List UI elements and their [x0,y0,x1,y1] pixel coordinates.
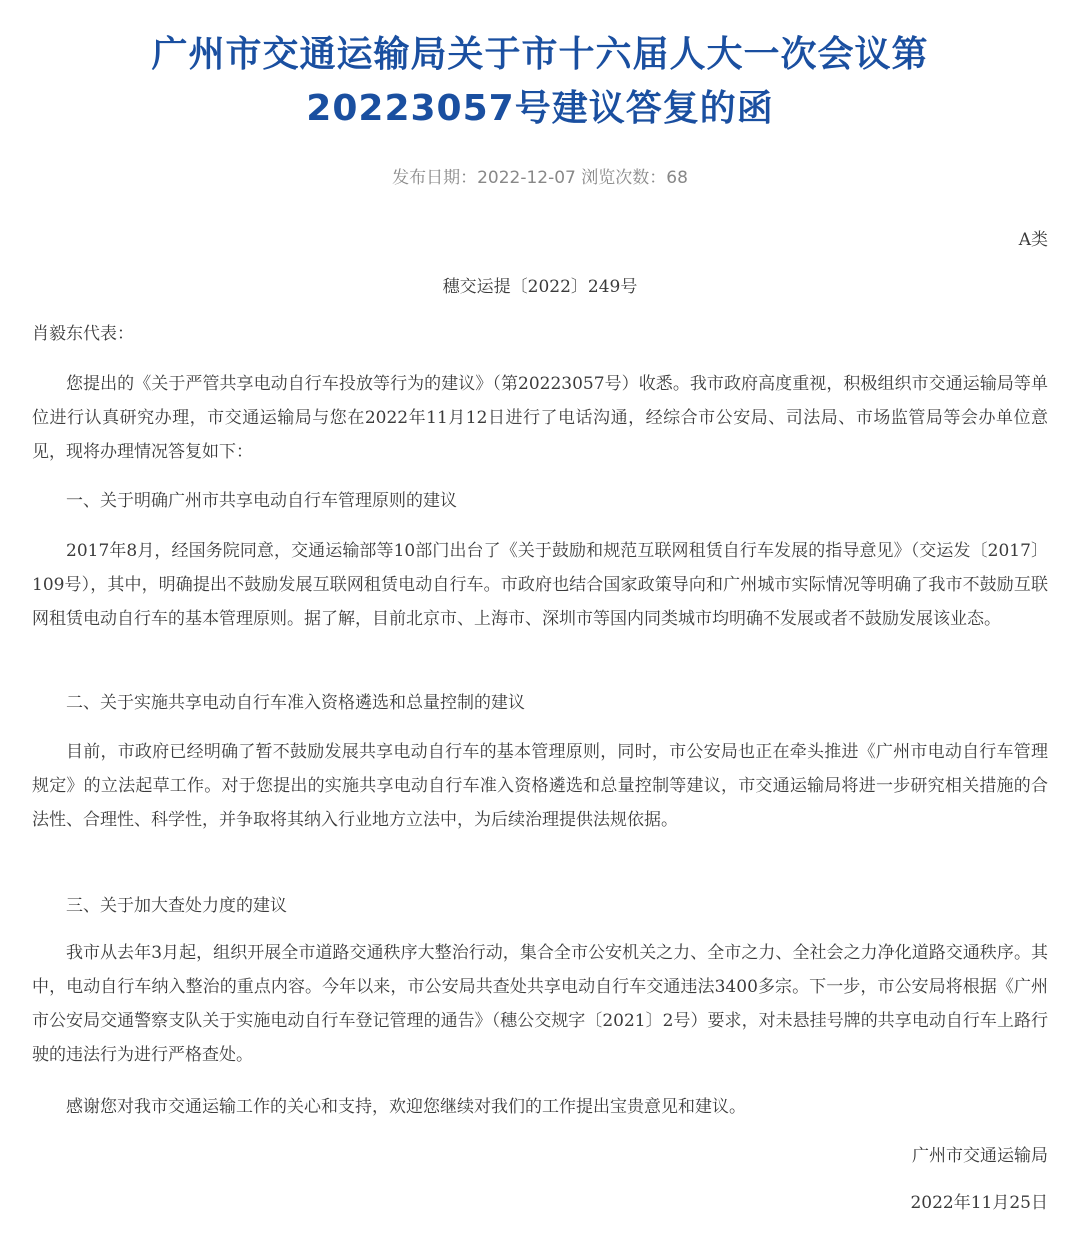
section-3-paragraph: 我市从去年3月起，组织开展全市道路交通秩序大整治行动，集合全市公安机关之力、全市之力、全社会之力净化道路交通秩序。其中，电动自行车纳入整治的重点内容。今年以来，市公安局共查处共享电动自行车交通违法3400多宗。下一步，市公安局将根据《广州市公安局交通警察支队关于实施电动自行车登记管理的通告》（穗公交规字〔2021〕2号）要求，对未悬挂号牌的共享电动自行车上路行驶的违法行为进行严格查处。 [32,943,1048,1065]
section-1-paragraph: 2017年8月，经国务院同意，交通运输部等10部门出台了《关于鼓励和规范互联网租赁自行车发展的指导意见》（交运发〔2017〕109号），其中，明确提出不鼓励发展互联网租赁电动自行车。市政府也结合国家政策导向和广州城市实际情况等明确了我市不鼓励互联网租赁电动自行车的基本管理原则。据了解，目前北京市、上海市、深圳市等国内同类城市均明确不发展或者不鼓励发展该业态。 [32,541,1048,629]
signature: 广州市交通运输局 [912,1146,1048,1166]
page-title-line-2: 20223057号建议答复的函 [306,88,774,129]
section-2-heading: 二、关于实施共享电动自行车准入资格遴选和总量控制的建议 [66,693,525,713]
salutation: 肖毅东代表： [32,324,134,344]
publish-date-label: 发布日期： [392,168,478,188]
section-2-paragraph: 目前，市政府已经明确了暂不鼓励发展共享电动自行车的基本管理原则，同时，市公安局也正在牵头推进《广州市电动自行车管理规定》的立法起草工作。对于您提出的实施共享电动自行车准入资格遴选和总量控制等建议，市交通运输局将进一步研究相关措施的合法性、合理性、科学性，并争取将其纳入行业地方立法中，为后续治理提供法规依据。 [32,742,1048,830]
closing-paragraph: 感谢您对我市交通运输工作的关心和支持，欢迎您继续对我们的工作提出宝贵意见和建议。 [66,1097,746,1117]
classification-label: A类 [1018,230,1048,250]
article-meta [0,164,1080,192]
section-1-heading: 一、关于明确广州市共享电动自行车管理原则的建议 [66,491,457,511]
views-label: 浏览次数： [581,168,667,188]
page-title-line-1: 广州市交通运输局关于市十六届人大一次会议第 [151,34,929,75]
intro-paragraph: 您提出的《关于严管共享电动自行车投放等行为的建议》（第20223057号）收悉。我市政府高度重视，积极组织市交通运输局等单位进行认真研究办理，市交通运输局与您在2022年11月12日进行了电话沟通，经综合市公安局、司法局、市场监管局等会办单位意见，现将办理情况答复如下： [32,374,1048,462]
publish-date: 2022-12-07 [477,168,576,188]
document-number: 穗交运提〔2022〕249号 [442,277,638,297]
letter-date: 2022年11月25日 [910,1193,1048,1213]
view-count: 68 [666,168,688,188]
section-3-heading: 三、关于加大查处力度的建议 [66,896,287,916]
